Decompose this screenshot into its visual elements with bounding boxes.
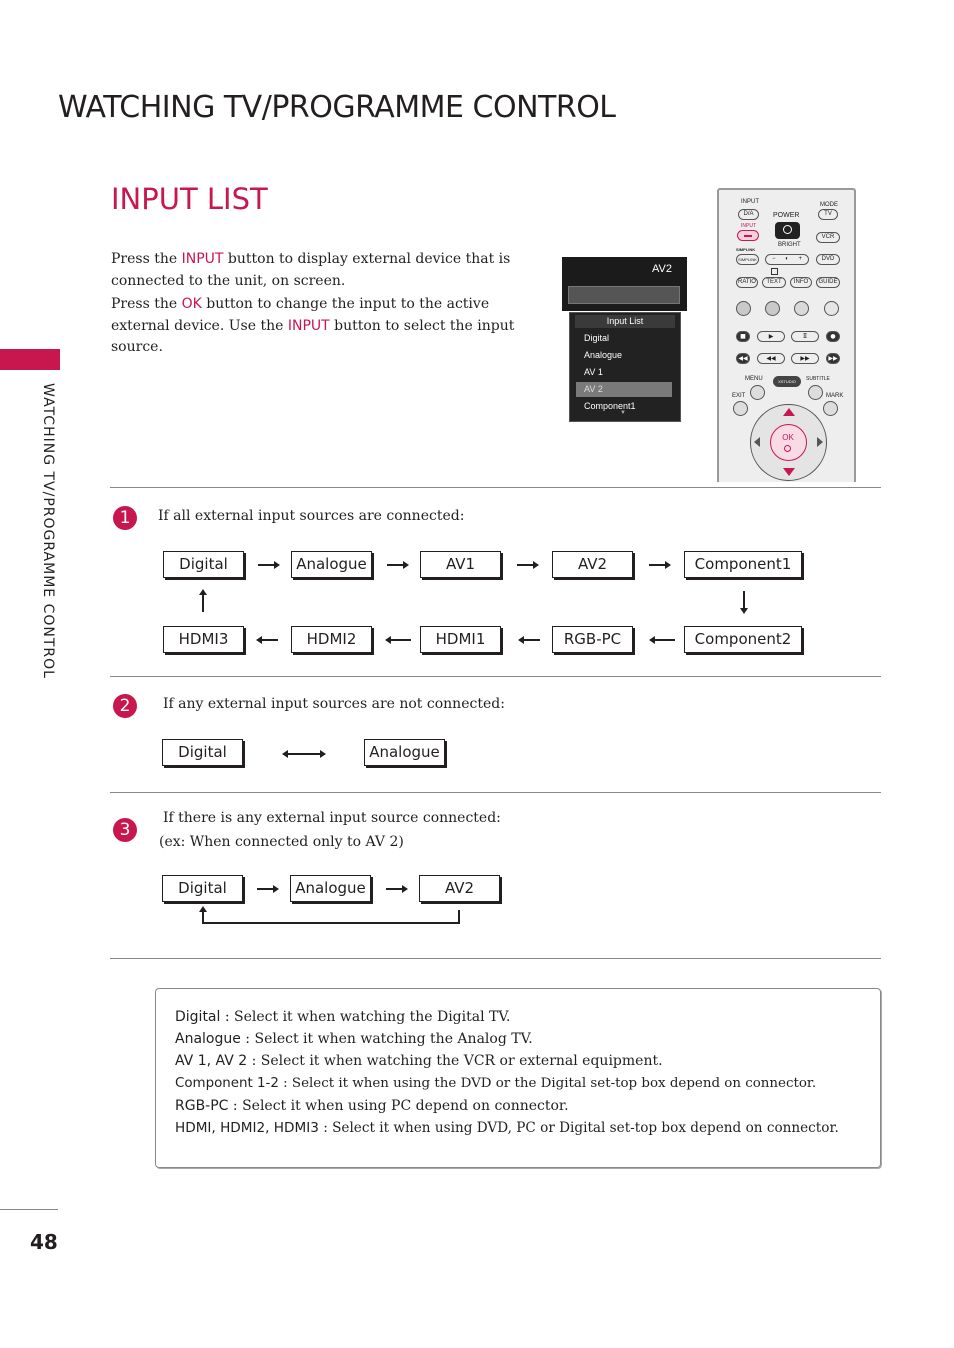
dvd-mode-button[interactable]: DVD — [816, 254, 840, 265]
step-1-text: If all external input sources are connected: — [158, 508, 465, 524]
info-button[interactable]: INFO — [790, 277, 812, 288]
remote-mode-label: MODE — [820, 202, 838, 208]
green-color-button[interactable] — [765, 301, 780, 316]
input-arrow-icon — [744, 235, 752, 237]
guide-button[interactable]: GUIDE — [816, 277, 840, 288]
right-arrow-icon — [258, 564, 278, 566]
step-2-text: If any external input sources are not connected: — [163, 696, 505, 712]
flow-box-analogue: Analogue — [364, 739, 445, 766]
osd-input-list — [569, 312, 681, 422]
legend-term: Digital — [175, 1009, 221, 1025]
legend-term: RGB-PC — [175, 1098, 229, 1114]
right-arrow-icon — [386, 888, 406, 890]
flow-box-hdmi2: HDMI2 — [291, 626, 372, 653]
simplink-logo: SIMPLINK — [736, 247, 756, 252]
intro-paragraph-2 — [111, 294, 521, 359]
flow-box-digital: Digital — [162, 875, 243, 902]
step-3-example: (ex: When connected only to AV 2) — [159, 834, 404, 850]
remote-mark-label: MARK — [826, 393, 844, 399]
blue-color-button[interactable] — [824, 301, 839, 316]
left-arrow-icon — [258, 639, 278, 641]
red-color-button[interactable] — [736, 301, 751, 316]
two-way-arrow-icon — [284, 753, 324, 755]
ratio-button[interactable]: RATIO — [736, 277, 758, 288]
subtitle-button[interactable] — [808, 385, 823, 400]
ok-button[interactable] — [770, 424, 807, 461]
left-arrow-icon — [520, 639, 540, 641]
osd-item-digital[interactable]: Digital — [584, 333, 610, 343]
remote-input-btn-label: INPUT — [741, 223, 756, 229]
flow-box-hdmi1: HDMI1 — [420, 626, 501, 653]
aspect-icon — [771, 268, 778, 275]
legend-digital — [175, 1009, 510, 1025]
intro-text: button to change the input to the active external device. Use the — [111, 296, 490, 334]
flow-box-av2: AV2 — [419, 875, 500, 902]
remote-control — [717, 188, 856, 482]
remote-input-label: INPUT — [741, 199, 759, 205]
legend-desc: : Select it when watching the Analog TV. — [240, 1031, 533, 1047]
legend-term: Component 1-2 — [175, 1076, 279, 1091]
step-2-badge: 2 — [113, 694, 137, 718]
input-button[interactable] — [737, 230, 759, 241]
section-divider — [110, 487, 881, 488]
mark-button[interactable] — [823, 401, 838, 416]
xstudio-button[interactable]: XSTUDIO — [773, 376, 801, 387]
fast-forward-button[interactable]: ▶▶ — [791, 353, 819, 364]
intro-text: Press the — [111, 296, 182, 312]
page-number-rule — [0, 1209, 58, 1210]
remote-subtitle-label: SUBTITLE — [806, 376, 830, 382]
ok-key-label: OK — [181, 296, 202, 312]
navigation-pad[interactable] — [750, 404, 827, 481]
input-legend-box — [155, 988, 881, 1168]
page-number: 48 — [30, 1230, 58, 1254]
left-arrow-icon — [387, 639, 411, 641]
side-tab-label: WATCHING TV/PROGRAMME CONTROL — [40, 383, 56, 679]
intro-text: Press the — [111, 251, 182, 267]
prev-button[interactable]: ◀◀ — [736, 353, 750, 364]
right-arrow-icon — [257, 888, 277, 890]
flow-box-av1: AV1 — [420, 551, 501, 578]
remote-bright-label: BRIGHT — [778, 242, 801, 248]
down-arrow-icon[interactable] — [783, 468, 795, 476]
section-divider — [110, 676, 881, 677]
legend-component — [175, 1076, 816, 1091]
osd-banner — [562, 257, 687, 311]
side-tab-marker — [0, 349, 60, 370]
flow-box-component2: Component2 — [684, 626, 802, 653]
right-arrow-icon — [387, 564, 407, 566]
flow-box-rgb-pc: RGB-PC — [552, 626, 633, 653]
power-button[interactable] — [775, 222, 800, 239]
legend-term: HDMI, HDMI2, HDMI3 — [175, 1120, 319, 1136]
remote-menu-label: MENU — [745, 376, 763, 382]
osd-list-title: Input List — [575, 315, 675, 328]
section-divider — [110, 958, 881, 959]
record-button[interactable]: ● — [826, 331, 840, 342]
legend-desc: : Select it when using the DVD or the Digital set-top box depend on connector. — [278, 1076, 817, 1091]
osd-item-component1[interactable]: Component1 — [584, 401, 636, 411]
brightness-button[interactable] — [765, 254, 809, 265]
osd-item-analogue[interactable]: Analogue — [584, 350, 623, 360]
up-arrow-icon — [199, 906, 207, 912]
osd-screen — [562, 257, 687, 422]
pause-button[interactable]: Ⅱ — [791, 331, 819, 342]
legend-desc: : Select it when watching the Digital TV. — [220, 1009, 511, 1025]
remote-exit-label: EXIT — [732, 393, 746, 399]
scroll-down-icon: ▼ — [620, 410, 626, 416]
rewind-button[interactable]: ◀◀ — [757, 353, 785, 364]
flow-box-hdmi3: HDMI3 — [163, 626, 244, 653]
menu-button[interactable] — [750, 385, 765, 400]
vcr-mode-button[interactable]: VCR — [816, 232, 840, 243]
osd-item-av2[interactable]: AV 2 — [576, 382, 672, 397]
input-key-label: INPUT — [287, 317, 330, 334]
loop-back-arrow — [202, 910, 460, 924]
left-arrow-icon — [651, 639, 675, 641]
yellow-color-button[interactable] — [794, 301, 809, 316]
brightness-minus: − — [772, 256, 776, 262]
tv-mode-button[interactable]: TV — [818, 209, 838, 220]
osd-current-input: AV2 — [652, 263, 672, 275]
flow-box-digital: Digital — [162, 739, 243, 766]
ok-label: OK — [782, 433, 794, 442]
legend-desc: : Select it when using DVD, PC or Digital set-top box depend on connector. — [318, 1120, 839, 1136]
osd-bar — [568, 286, 680, 304]
down-arrow-icon — [743, 591, 745, 612]
ok-dot-icon — [784, 445, 791, 452]
input-key-label: INPUT — [181, 251, 224, 267]
exit-button[interactable] — [733, 401, 748, 416]
legend-desc: : Select it when watching the VCR or external equipment. — [247, 1053, 663, 1069]
legend-term: AV 1, AV 2 — [175, 1053, 248, 1069]
up-arrow-icon[interactable] — [783, 408, 795, 416]
remote-power-label: POWER — [773, 212, 800, 219]
page-title: WATCHING TV/PROGRAMME CONTROL — [58, 90, 616, 125]
up-arrow-icon — [202, 591, 204, 612]
simplink-button[interactable]: SIMPLINK — [736, 254, 759, 265]
flow-box-analogue: Analogue — [291, 551, 372, 578]
legend-rgb-pc — [175, 1098, 569, 1114]
legend-term: Analogue — [175, 1031, 241, 1047]
left-arrow-icon[interactable] — [754, 437, 760, 447]
legend-analogue — [175, 1031, 533, 1047]
legend-av — [175, 1053, 663, 1069]
legend-hdmi — [175, 1120, 839, 1136]
power-icon — [783, 225, 792, 234]
text-button[interactable]: TEXT — [762, 277, 786, 288]
flow-box-av2: AV2 — [552, 551, 633, 578]
brightness-icon: ◐ — [785, 256, 789, 262]
right-arrow-icon[interactable] — [817, 437, 823, 447]
right-arrow-icon — [517, 564, 537, 566]
step-3-badge: 3 — [113, 818, 137, 842]
da-button[interactable]: D/A — [738, 209, 759, 220]
play-button[interactable]: ▶ — [757, 331, 785, 342]
section-divider — [110, 792, 881, 793]
intro-text: button to display external device that is connected to the unit, on screen. — [111, 251, 511, 289]
flow-box-analogue: Analogue — [290, 875, 371, 902]
right-arrow-icon — [649, 564, 669, 566]
intro-text: button to select the input source. — [111, 317, 515, 355]
step-3-text: If there is any external input source connected: — [163, 810, 501, 826]
legend-desc: : Select it when using PC depend on connector. — [228, 1098, 569, 1114]
flow-box-digital: Digital — [163, 551, 244, 578]
next-button[interactable]: ▶▶ — [826, 353, 840, 364]
flow-box-component1: Component1 — [684, 551, 802, 578]
intro-paragraph-1 — [111, 249, 521, 292]
osd-item-av1[interactable]: AV 1 — [584, 367, 603, 377]
brightness-plus: + — [798, 256, 802, 262]
stop-button[interactable]: ■ — [736, 331, 750, 342]
section-title: INPUT LIST — [111, 182, 268, 216]
step-1-badge: 1 — [113, 506, 137, 530]
